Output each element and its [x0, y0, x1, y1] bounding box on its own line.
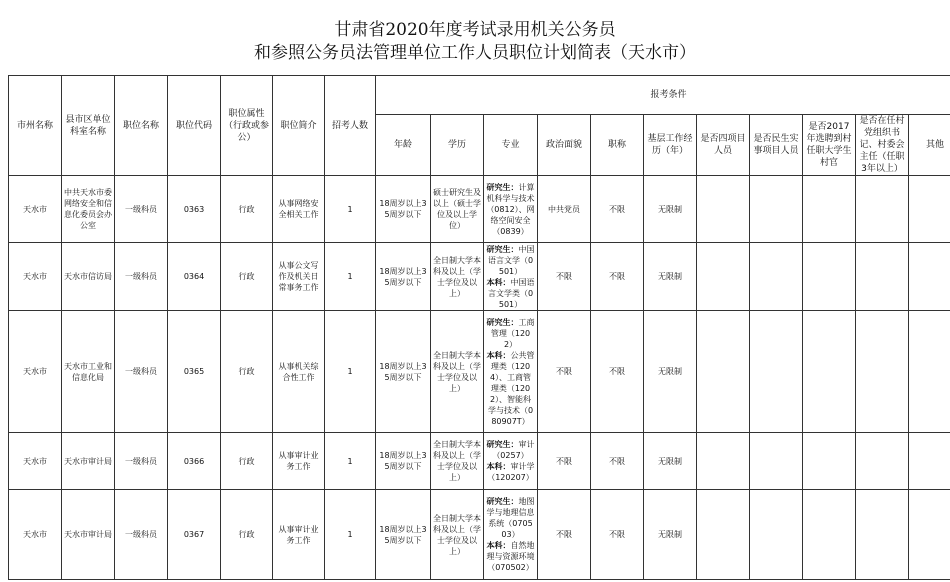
- header-major: 专业: [484, 115, 538, 176]
- cell-position-desc: 从事审计业务工作: [273, 433, 325, 490]
- cell-four-items: [697, 433, 750, 490]
- cell-position-name: 一级科员: [115, 490, 168, 580]
- header-four-items: 是否四项目人员: [697, 115, 750, 176]
- cell-village-official: [803, 433, 856, 490]
- major-grad-text: 地图学与地理信息系统（070503）: [486, 497, 535, 539]
- cell-rank: 不限: [591, 433, 644, 490]
- cell-unit: 天水市审计局: [62, 490, 115, 580]
- cell-livelihood: [750, 176, 803, 243]
- major-grad-text: 中国语言文学（0501）: [487, 244, 535, 276]
- cell-village-leader: [856, 176, 909, 243]
- header-unit: 县市区单位科室名称: [62, 76, 115, 176]
- cell-major: [484, 490, 538, 580]
- cell-city: 天水市: [9, 311, 62, 433]
- header-livelihood: 是否民生实事项目人员: [750, 115, 803, 176]
- position-plan-table: [8, 75, 950, 580]
- major-undergrad-text: 自然地理与资源环境（070502）: [486, 541, 535, 572]
- cell-work-years: 无限制: [644, 433, 697, 490]
- cell-position-code: 0367: [168, 490, 221, 580]
- cell-recruit-count: 1: [325, 311, 376, 433]
- cell-position-name: 一级科员: [115, 243, 168, 311]
- header-rank: 职称: [591, 115, 644, 176]
- cell-age: 18周岁以上35周岁以下: [376, 243, 431, 311]
- cell-political: 不限: [538, 243, 591, 311]
- cell-education: 全日制大学本科及以上（学士学位及以上）: [431, 433, 484, 490]
- cell-city: 天水市: [9, 243, 62, 311]
- cell-unit: 天水市工业和信息化局: [62, 311, 115, 433]
- cell-position-name: 一级科员: [115, 311, 168, 433]
- cell-village-leader: [856, 243, 909, 311]
- cell-position-attr: 行政: [221, 490, 273, 580]
- cell-political: 不限: [538, 311, 591, 433]
- cell-unit: 天水市信访局: [62, 243, 115, 311]
- cell-age: 18周岁以上35周岁以下: [376, 176, 431, 243]
- cell-education: 全日制大学本科及以上（学士学位及以上）: [431, 311, 484, 433]
- cell-livelihood: [750, 433, 803, 490]
- cell-position-code: 0366: [168, 433, 221, 490]
- cell-four-items: [697, 311, 750, 433]
- major-grad-text: 审计（0257）: [492, 440, 535, 460]
- cell-recruit-count: 1: [325, 176, 376, 243]
- cell-position-attr: 行政: [221, 433, 273, 490]
- cell-city: 天水市: [9, 490, 62, 580]
- cell-four-items: [697, 243, 750, 311]
- cell-position-desc: 从事网络安全相关工作: [273, 176, 325, 243]
- cell-recruit-count: 1: [325, 243, 376, 311]
- header-work-years: 基层工作经历（年）: [644, 115, 697, 176]
- cell-education: 全日制大学本科及以上（学士学位及以上）: [431, 243, 484, 311]
- cell-unit: 中共天水市委网络安全和信息化委员会办公室: [62, 176, 115, 243]
- cell-other: [909, 176, 950, 243]
- table-row: [9, 433, 950, 490]
- cell-major: [484, 243, 538, 311]
- major-grad-label: 研究生：: [486, 317, 519, 327]
- document-title-line2: 和参照公务员法管理单位工作人员职位计划简表（天水市）: [254, 43, 696, 63]
- header-other: 其他: [909, 115, 950, 176]
- cell-four-items: [697, 490, 750, 580]
- cell-other: [909, 433, 950, 490]
- document-title-line1: 甘肃省2020年度考试录用机关公务员: [334, 20, 616, 40]
- cell-village-official: [803, 176, 856, 243]
- cell-major: [484, 176, 538, 243]
- header-village-official: 是否2017年选聘到村任职大学生村官: [803, 115, 856, 176]
- cell-position-desc: 从事审计业务工作: [273, 490, 325, 580]
- header-recruit-count: 招考人数: [325, 76, 376, 176]
- cell-city: 天水市: [9, 176, 62, 243]
- cell-rank: 不限: [591, 243, 644, 311]
- cell-village-official: [803, 311, 856, 433]
- major-undergrad-text: 审计学（120207）: [487, 462, 535, 482]
- cell-position-name: 一级科员: [115, 433, 168, 490]
- cell-position-code: 0364: [168, 243, 221, 311]
- major-undergrad-label: 本科：: [486, 350, 511, 360]
- table-row: [9, 176, 950, 243]
- major-grad-label: 研究生：: [486, 440, 519, 449]
- major-grad-label: 研究生：: [486, 244, 519, 254]
- header-position-name: 职位名称: [115, 76, 168, 176]
- cell-age: 18周岁以上35周岁以下: [376, 433, 431, 490]
- cell-recruit-count: 1: [325, 490, 376, 580]
- table-row: [9, 311, 950, 433]
- cell-major: [484, 311, 538, 433]
- cell-rank: 不限: [591, 311, 644, 433]
- header-row-top: [9, 76, 950, 115]
- cell-work-years: 无限制: [644, 243, 697, 311]
- cell-position-name: 一级科员: [115, 176, 168, 243]
- major-undergrad-text: 中国语言文学类（0501）: [487, 277, 535, 309]
- cell-position-code: 0365: [168, 311, 221, 433]
- cell-political: 中共党员: [538, 176, 591, 243]
- cell-unit: 天水市审计局: [62, 433, 115, 490]
- cell-village-leader: [856, 490, 909, 580]
- header-education: 学历: [431, 115, 484, 176]
- header-political: 政治面貌: [538, 115, 591, 176]
- header-village-leader: 是否在任村党组织书记、村委会主任（任职3年以上）: [856, 115, 909, 176]
- header-position-attr: 职位属性（行政或参公）: [221, 76, 273, 176]
- cell-village-leader: [856, 433, 909, 490]
- cell-age: 18周岁以上35周岁以下: [376, 490, 431, 580]
- cell-city: 天水市: [9, 433, 62, 490]
- header-age: 年龄: [376, 115, 431, 176]
- cell-education: 硕士研究生及以上（硕士学位及以上学位）: [431, 176, 484, 243]
- table-row: [9, 243, 950, 311]
- cell-rank: 不限: [591, 490, 644, 580]
- cell-village-official: [803, 490, 856, 580]
- cell-position-attr: 行政: [221, 243, 273, 311]
- header-city: 市州名称: [9, 76, 62, 176]
- major-undergrad-label: 本科：: [486, 462, 511, 471]
- cell-position-attr: 行政: [221, 176, 273, 243]
- major-undergrad-label: 本科：: [486, 541, 511, 550]
- cell-other: [909, 243, 950, 311]
- header-position-code: 职位代码: [168, 76, 221, 176]
- header-position-desc: 职位简介: [273, 76, 325, 176]
- cell-village-leader: [856, 311, 909, 433]
- major-grad-label: 研究生：: [486, 182, 519, 192]
- major-undergrad-label: 本科：: [486, 277, 511, 287]
- cell-livelihood: [750, 243, 803, 311]
- cell-position-desc: 从事机关综合性工作: [273, 311, 325, 433]
- cell-work-years: 无限制: [644, 490, 697, 580]
- cell-livelihood: [750, 490, 803, 580]
- cell-village-official: [803, 243, 856, 311]
- cell-education: 全日制大学本科及以上（学士学位及以上）: [431, 490, 484, 580]
- cell-work-years: 无限制: [644, 176, 697, 243]
- cell-other: [909, 311, 950, 433]
- header-conditions: 报考条件: [376, 76, 950, 115]
- cell-position-desc: 从事公文写作及机关日常事务工作: [273, 243, 325, 311]
- cell-age: 18周岁以上35周岁以下: [376, 311, 431, 433]
- major-grad-text: 计算机科学与技术（0812）、网络空间安全（0839）: [486, 182, 535, 236]
- cell-position-attr: 行政: [221, 311, 273, 433]
- cell-position-code: 0363: [168, 176, 221, 243]
- cell-political: 不限: [538, 490, 591, 580]
- major-undergrad-text: 公共管理类（1204）、工商管理类（1202）、智能科学与技术（080907T）: [487, 350, 535, 426]
- cell-political: 不限: [538, 433, 591, 490]
- cell-rank: 不限: [591, 176, 644, 243]
- cell-livelihood: [750, 311, 803, 433]
- cell-four-items: [697, 176, 750, 243]
- cell-other: [909, 490, 950, 580]
- cell-recruit-count: 1: [325, 433, 376, 490]
- major-grad-text: 工商管理（1202）: [490, 317, 535, 349]
- cell-work-years: 无限制: [644, 311, 697, 433]
- cell-major: [484, 433, 538, 490]
- major-grad-label: 研究生：: [486, 497, 519, 506]
- table-row: [9, 490, 950, 580]
